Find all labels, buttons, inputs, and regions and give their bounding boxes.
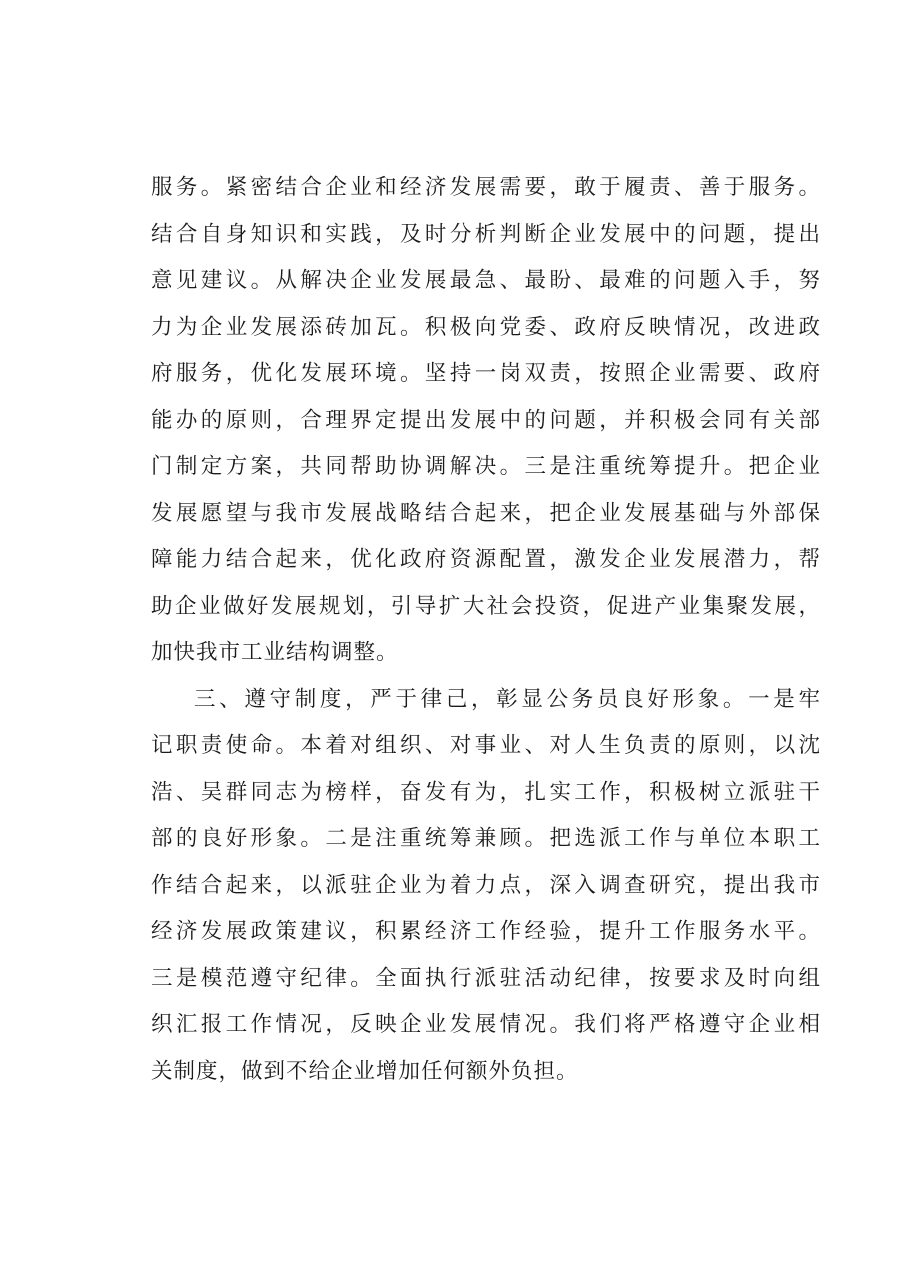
- text-line: 经济发展政策建议，积累经济工作经验，提升工作服务水平。: [151, 919, 821, 944]
- paragraph-2: [151, 677, 821, 1096]
- text-line: 三、遵守制度，严于律己，彰显公务员良好形象。一是牢: [194, 686, 821, 712]
- text-line: 关制度，做到不给企业增加任何额外负担。: [151, 1058, 579, 1084]
- text-line: 意见建议。从解决企业发展最急、最盼、最难的问题入手，努: [151, 268, 821, 293]
- text-line: 府服务，优化发展环境。坚持一岗双责，按照企业需要、政府: [151, 361, 821, 386]
- text-line: 作结合起来，以派驻企业为着力点，深入调查研究，提出我市: [151, 872, 821, 898]
- text-line: 记职责使命。本着对组织、对事业、对人生负责的原则，以沈: [151, 733, 821, 758]
- text-line: 结合自身知识和实践，及时分析判断企业发展中的问题，提出: [151, 221, 821, 247]
- text-line: 服务。紧密结合企业和经济发展需要，敢于履责、善于服务。: [151, 175, 821, 200]
- text-line: 能办的原则，合理界定提出发展中的问题，并积极会同有关部: [151, 407, 821, 433]
- text-line: 加快我市工业结构调整。: [151, 640, 399, 665]
- paragraph-1: [151, 165, 821, 677]
- text-line: 织汇报工作情况，反映企业发展情况。我们将严格遵守企业相: [151, 1012, 821, 1037]
- text-line: 助企业做好发展规划，引导扩大社会投资，促进产业集聚发展，: [151, 593, 821, 619]
- text-line: 门制定方案，共同帮助协调解决。三是注重统筹提升。把企业: [151, 454, 821, 479]
- text-line: 力为企业发展添砖加瓦。积极向党委、政府反映情况，改进政: [151, 314, 821, 340]
- text-line: 发展愿望与我市发展战略结合起来，把企业发展基础与外部保: [151, 500, 821, 526]
- text-line: 浩、吴群同志为榜样，奋发有为，扎实工作，积极树立派驻干: [151, 779, 821, 805]
- text-line: 障能力结合起来，优化政府资源配置，激发企业发展潜力，帮: [151, 547, 821, 572]
- text-line: 部的良好形象。二是注重统筹兼顾。把选派工作与单位本职工: [151, 826, 821, 851]
- text-line: 三是模范遵守纪律。全面执行派驻活动纪律，按要求及时向组: [151, 965, 821, 991]
- document-body: [151, 165, 821, 1095]
